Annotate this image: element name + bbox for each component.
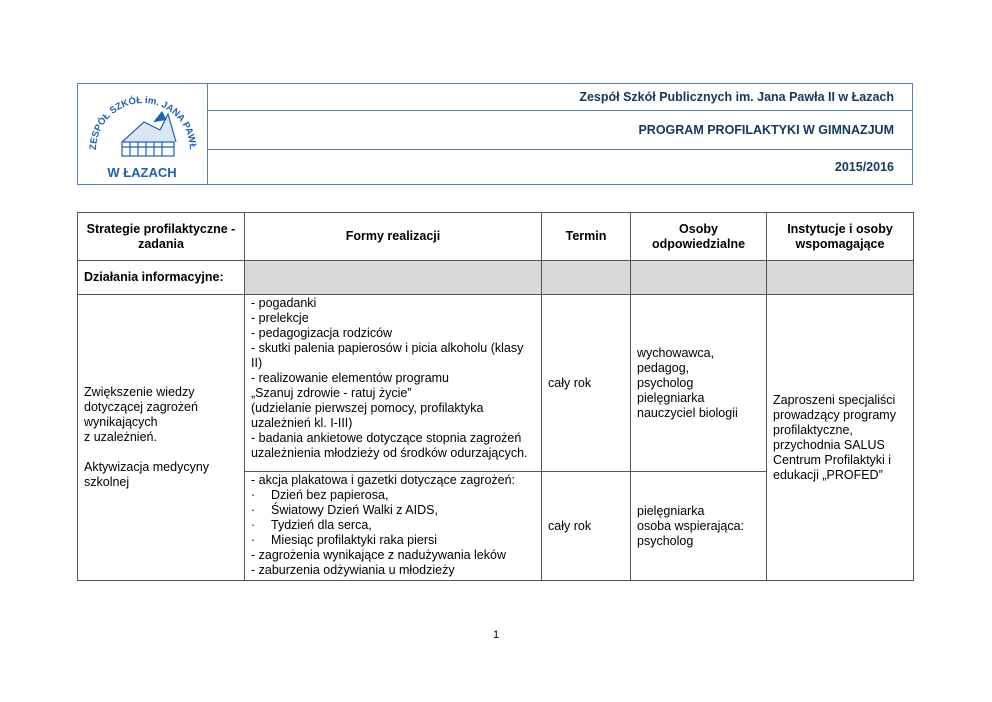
strategy-line: szkolnej <box>84 475 130 489</box>
header-strategy: Strategie profilaktyczne - zadania <box>78 213 245 261</box>
list-item: (udzielanie pierwszej pomocy, profilaktyka uzależnień kl. I-III) <box>251 401 484 430</box>
list-item: - pogadanki <box>251 296 317 310</box>
person-line: osoba wspierająca: <box>637 518 745 533</box>
page-number: 1 <box>492 629 500 641</box>
section-title: Działania informacyjne: <box>78 261 245 295</box>
campaign-list <box>251 488 535 548</box>
prevention-program-table <box>77 212 914 581</box>
institution-line: Centrum Profilaktyki i <box>773 452 892 467</box>
strategy-cell <box>78 295 245 581</box>
logo-arc-text: ZESPÓŁ SZKÓŁ im. JANA PAWŁ <box>87 94 199 151</box>
forms-cell <box>245 472 542 581</box>
person-line: psycholog <box>637 533 694 548</box>
person-line: pielęgniarka <box>637 390 705 405</box>
institution-line: przychodnia SALUS <box>773 437 885 452</box>
strategy-line: Aktywizacja medycyny <box>84 460 210 474</box>
strategy-line: Zwiększenie wiedzy <box>84 385 195 399</box>
list-item: - zaburzenia odżywiania u młodzieży <box>251 563 455 577</box>
institution-line: prowadzący programy <box>773 407 896 422</box>
list-item: - skutki palenia papierosów i picia alkoholu (klasy II) <box>251 341 524 370</box>
school-name: Zespół Szkół Publicznych im. Jana Pawła II w Łazach <box>208 84 912 111</box>
school-logo-cell <box>78 84 208 184</box>
gray-cell <box>631 261 767 295</box>
header-institutions: Instytucje i osoby wspomagające <box>767 213 914 261</box>
term-cell: cały rok <box>542 295 631 472</box>
list-item: · Tydzień dla serca, <box>271 518 535 533</box>
list-item: - zagrożenia wynikające z nadużywania leków <box>251 548 506 562</box>
header-term: Termin <box>542 213 631 261</box>
person-line: nauczyciel biologii <box>637 405 738 420</box>
strategy-line: wynikających <box>84 415 158 429</box>
school-logo <box>78 84 206 184</box>
header-persons: Osoby odpowiedzialne <box>631 213 767 261</box>
list-item: · Miesiąc profilaktyki raka piersi <box>271 533 535 548</box>
list-item: - realizowanie elementów programu <box>251 371 450 385</box>
strategy-spacer <box>84 445 238 460</box>
school-year: 2015/2016 <box>834 160 894 174</box>
term-cell: cały rok <box>542 472 631 581</box>
document-header <box>77 83 913 185</box>
list-item: - prelekcje <box>251 311 309 325</box>
list-item: - akcja plakatowa i gazetki dotyczące zagrożeń: <box>251 473 516 487</box>
strategy-line: z uzależnień. <box>84 430 157 444</box>
institution-line: edukacji „PROFED” <box>773 467 883 482</box>
person-line: pielęgniarka <box>637 503 705 518</box>
institutions-cell <box>767 295 914 581</box>
table-header-row <box>78 213 914 261</box>
institution-line: profilaktyczne, <box>773 422 853 437</box>
persons-cell <box>631 295 767 472</box>
list-item: - pedagogizacja rodziców <box>251 326 393 340</box>
section-row <box>78 261 914 295</box>
list-item: · Dzień bez papierosa, <box>271 488 535 503</box>
strategy-line: dotyczącej zagrożeń <box>84 400 198 414</box>
institution-line: Zaproszeni specjaliści <box>773 392 896 407</box>
person-line: psycholog <box>637 375 694 390</box>
list-item: „Szanuj zdrowie - ratuj życie” <box>251 386 412 400</box>
gray-cell <box>767 261 914 295</box>
program-title: PROGRAM PROFILAKTYKI W GIMNAZJUM <box>208 111 912 150</box>
building-icon <box>122 112 176 156</box>
person-line: pedagog, <box>637 360 690 375</box>
gray-cell <box>245 261 542 295</box>
person-line: wychowawca, <box>637 345 715 360</box>
persons-cell <box>631 472 767 581</box>
logo-bottom-text: W ŁAZACH <box>107 165 177 180</box>
header-forms: Formy realizacji <box>245 213 542 261</box>
list-item: · Światowy Dzień Walki z AIDS, <box>271 503 535 518</box>
list-item: - badania ankietowe dotyczące stopnia zagrożeń uzależnienia młodzieży od środków odurzających. <box>251 431 528 460</box>
table-row <box>78 295 914 472</box>
forms-cell <box>245 295 542 472</box>
gray-cell <box>542 261 631 295</box>
